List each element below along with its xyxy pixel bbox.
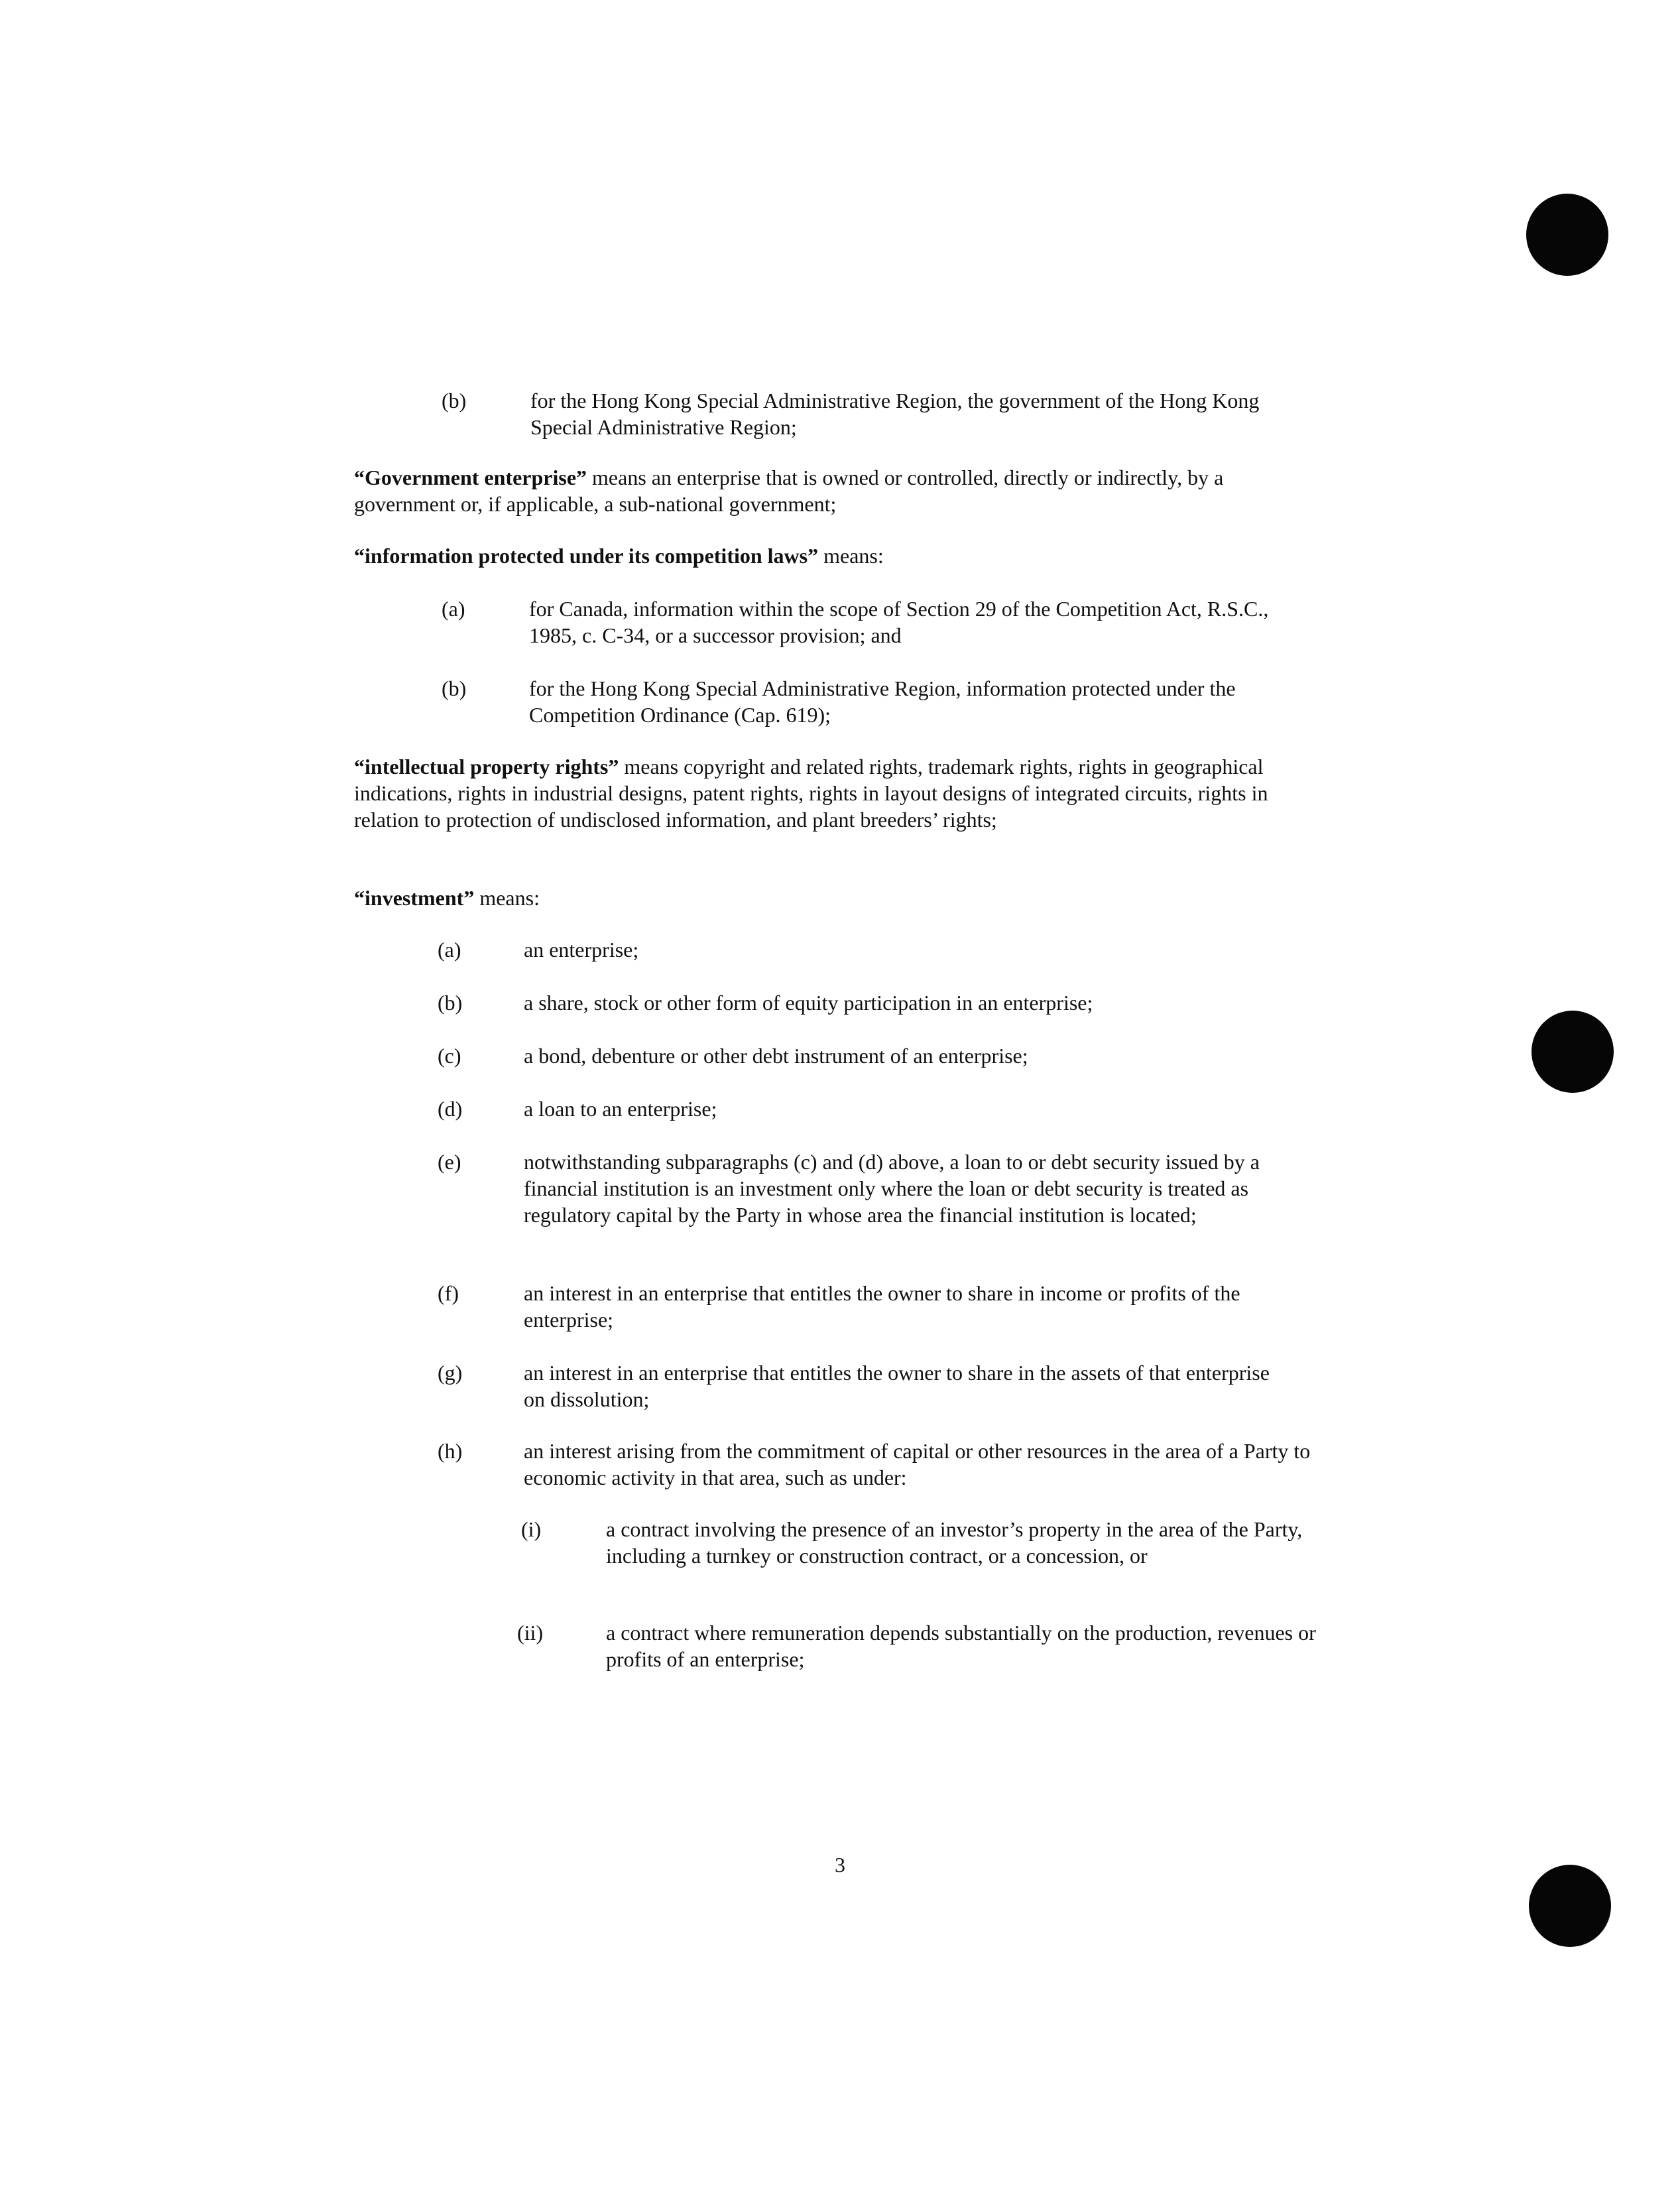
gov-def-label: (b) xyxy=(442,389,467,412)
info-item-label: (b) xyxy=(442,676,467,700)
investment-item-label: (h) xyxy=(438,1439,463,1463)
binder-hole-top xyxy=(1526,194,1608,276)
investment-subitem-text: a contract where remuneration depends substantially on the production, revenues or profits of an enterprise; xyxy=(606,1621,1316,1671)
text-government-enterprise: means an enterprise that is owned or controlled, directly or indirectly, by a government or, if applicable, a sub-national government; xyxy=(354,466,1224,516)
info-item-label: (a) xyxy=(442,597,465,621)
investment-item-text: an interest arising from the commitment of capital or other resources in the area of a Party to economic activity in that area, such as under: xyxy=(524,1439,1311,1489)
investment-item-label: (d) xyxy=(438,1097,463,1121)
gov-def-text: for the Hong Kong Special Administrative Region, the government of the Hong Kong Special Administrative Region; xyxy=(530,389,1260,439)
info-item-text: for the Hong Kong Special Administrative Region, information protected under the Competition Ordinance (Cap. 619); xyxy=(529,676,1236,727)
investment-item-text: an interest in an enterprise that entitles the owner to share in income or profits of the enterprise; xyxy=(524,1281,1240,1332)
definition-government-enterprise xyxy=(354,464,1315,517)
investment-item-text: a loan to an enterprise; xyxy=(524,1097,717,1121)
investment-item-label: (g) xyxy=(438,1361,463,1385)
investment-item-text: an enterprise; xyxy=(524,938,639,962)
investment-item-text: notwithstanding subparagraphs (c) and (d) above, a loan to or debt security issued by a financial institution is an investment only where the loan or debt security is treated as regulatory capital by the Party in whose area the financial institution is located; xyxy=(524,1150,1260,1227)
text-information-protected: means: xyxy=(818,544,884,568)
investment-item-text: a bond, debenture or other debt instrument of an enterprise; xyxy=(524,1044,1028,1068)
text-ip-rights: means copyright and related rights, trademark rights, rights in geographical indications, rights in industrial designs, patent rights, rights in layout designs of integrated circuits, rights in relation to protection of undisclosed information, and plant breeders’ rights; xyxy=(354,755,1268,832)
investment-item-label: (a) xyxy=(438,938,461,962)
investment-item-label: (f) xyxy=(438,1281,459,1305)
text-investment: means: xyxy=(474,886,540,910)
definition-information-protected xyxy=(354,542,1315,569)
binder-hole-middle xyxy=(1531,1011,1614,1093)
investment-subitem-label: (i) xyxy=(521,1517,542,1541)
investment-item-label: (e) xyxy=(438,1150,461,1174)
investment-subitem-label: (ii) xyxy=(517,1621,544,1645)
term-government-enterprise: “Government enterprise” xyxy=(354,466,587,489)
investment-subitem-text: a contract involving the presence of an investor’s property in the area of the Party, including a turnkey or construction contract, or a concession, or xyxy=(606,1517,1303,1568)
term-information-protected: “information protected under its competition laws” xyxy=(354,544,819,568)
definition-investment xyxy=(354,885,1315,911)
term-ip-rights: “intellectual property rights” xyxy=(354,755,619,779)
investment-item-text: a share, stock or other form of equity participation in an enterprise; xyxy=(524,991,1093,1015)
info-item-text: for Canada, information within the scope of Section 29 of the Competition Act, R.S.C., 1985, c. C-34, or a successor provision; and xyxy=(529,597,1269,647)
term-investment: “investment” xyxy=(354,886,475,910)
investment-item-label: (c) xyxy=(438,1044,461,1068)
page-number: 3 xyxy=(835,1853,845,1877)
investment-item-label: (b) xyxy=(438,991,463,1015)
investment-item-text: an interest in an enterprise that entitles the owner to share in the assets of that enterprise on dissolution; xyxy=(524,1361,1270,1411)
definition-ip-rights xyxy=(354,753,1269,833)
